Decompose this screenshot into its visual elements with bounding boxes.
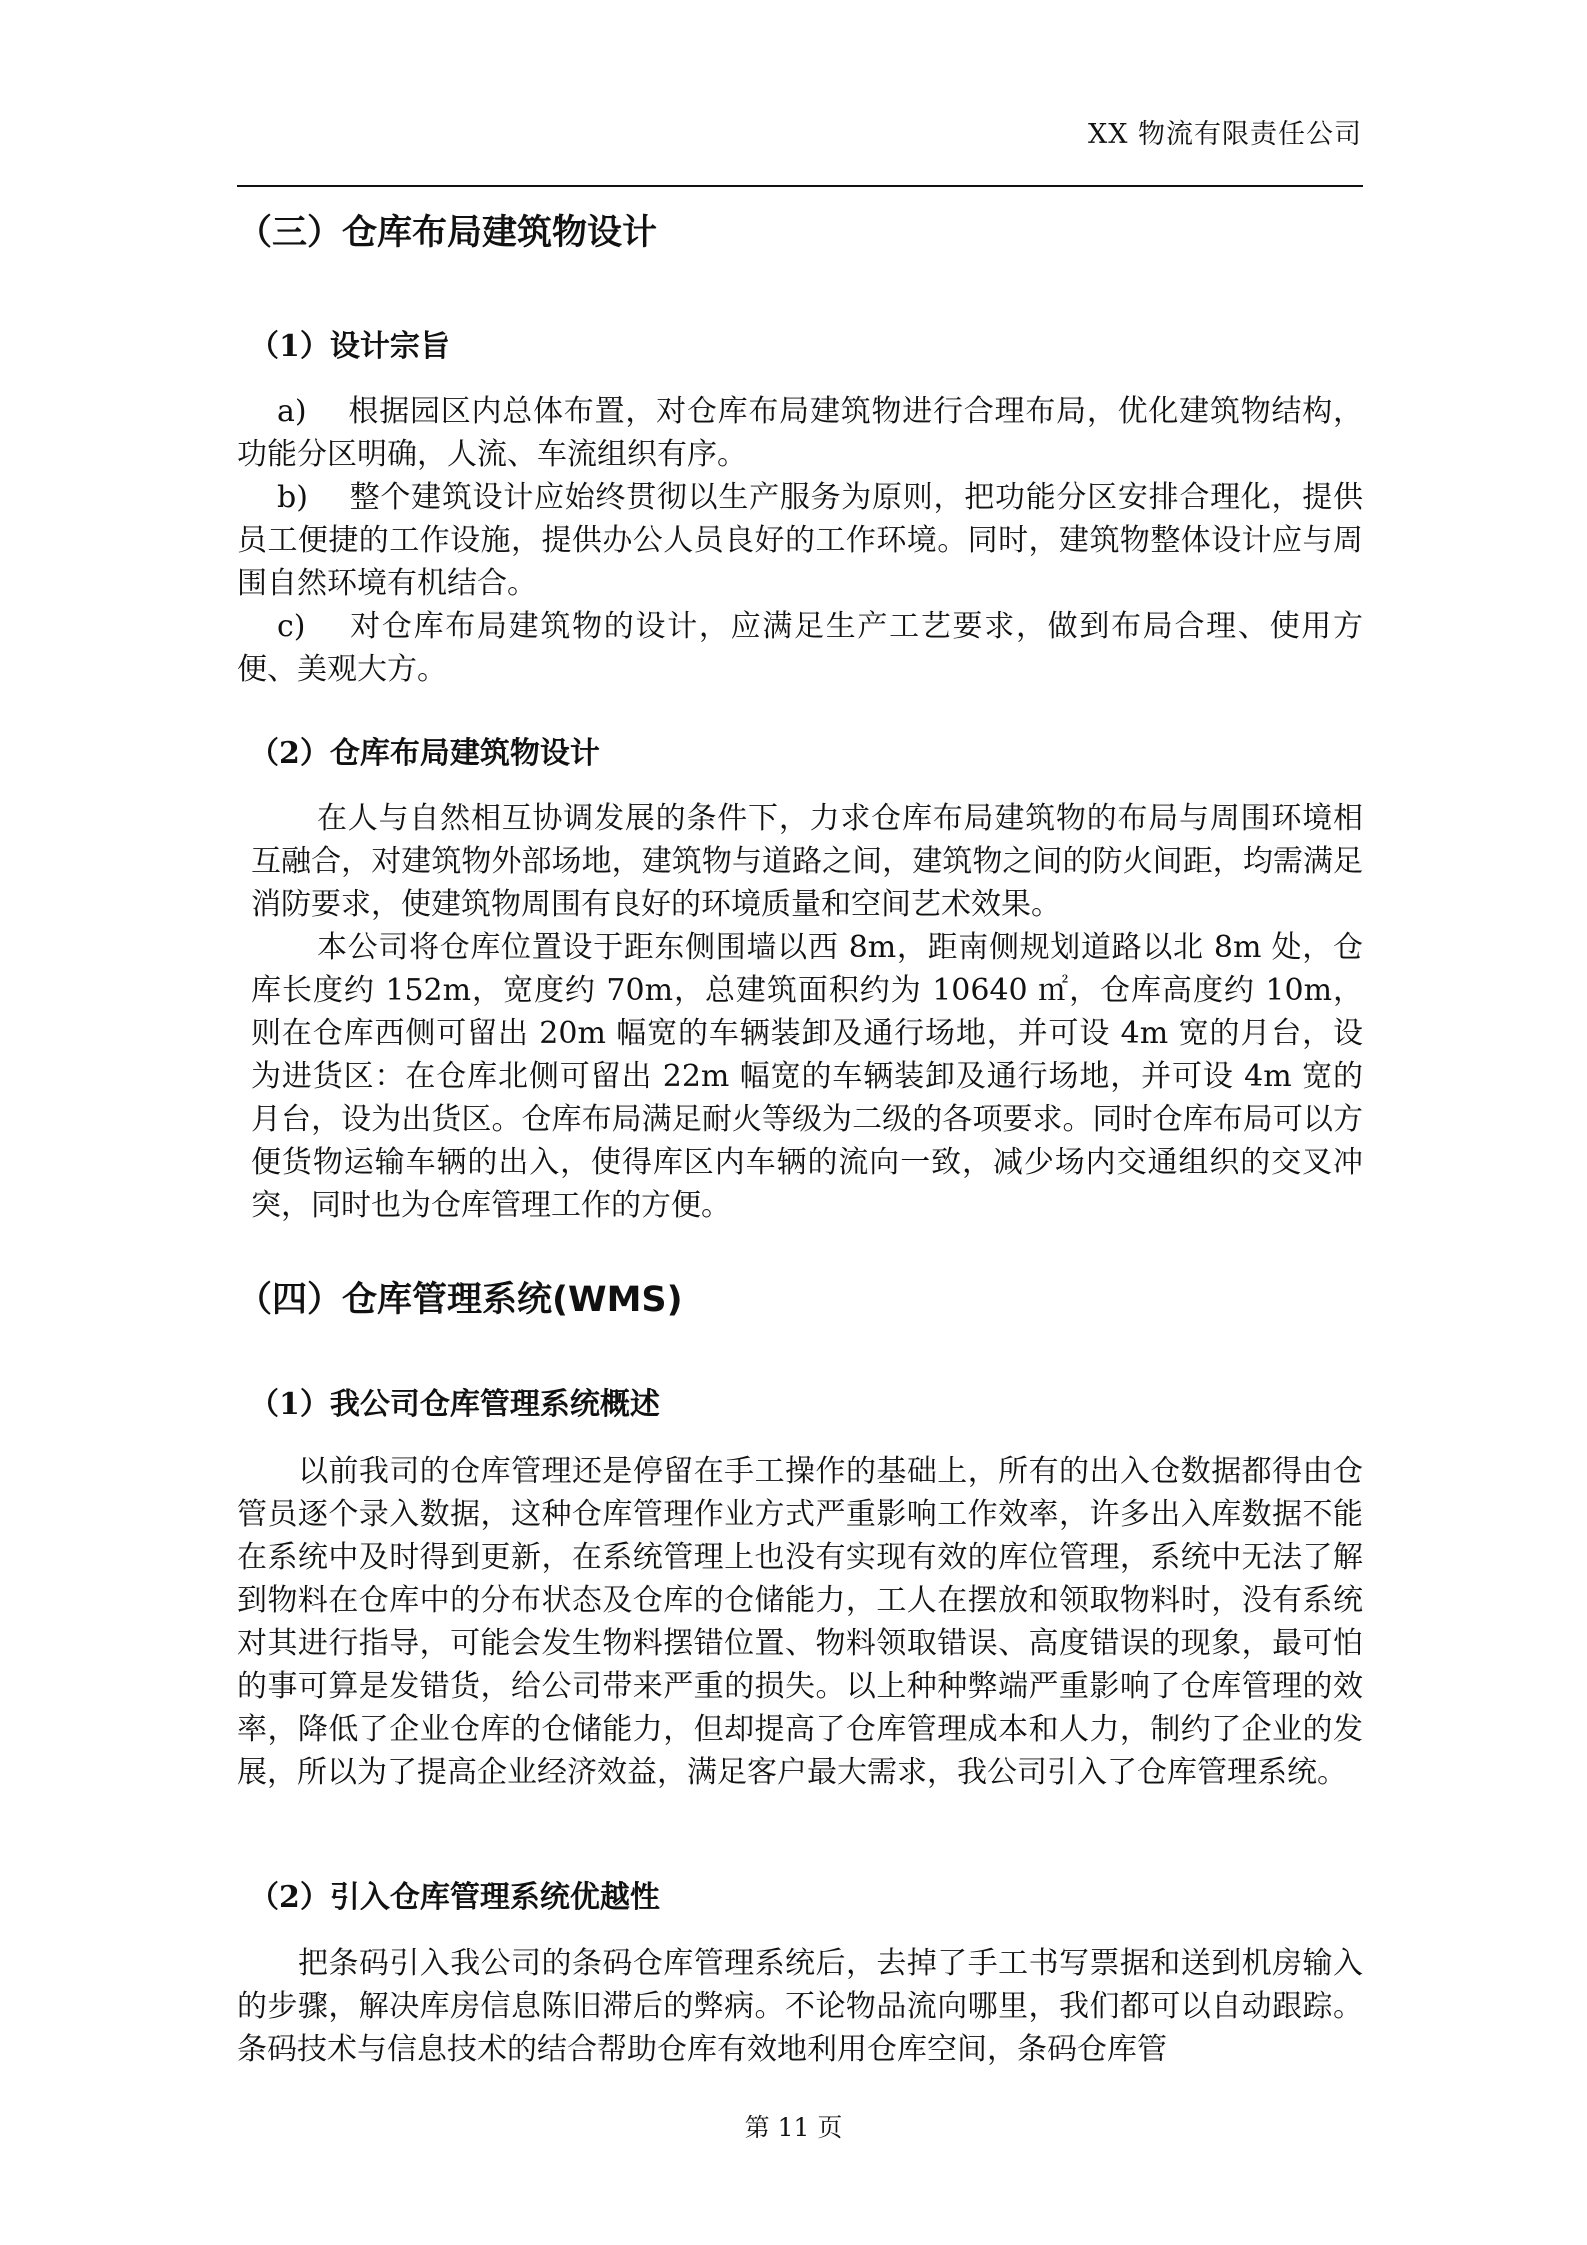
section3-block [237,205,1363,255]
layout-paragraph-1: 在人与自然相互协调发展的条件下，力求仓库布局建筑物的布局与周围环境相互融合，对建筑物外部场地，建筑物与道路之间，建筑物之间的防火间距，均需满足消防要求，使建筑物周围有良好的环境质量和空间艺术效果。 [251,801,1363,922]
header-divider [237,185,1363,187]
section4-sub2-heading: （2）引入仓库管理系统优越性 [249,1880,660,1915]
section4-sub2-heading-block [237,1872,1363,1916]
section4-sub1-heading: （1）我公司仓库管理系统概述 [249,1387,660,1422]
wms-overview-paragraph: 以前我司的仓库管理还是停留在手工操作的基础上，所有的出入仓数据都得由仓管员逐个录入数据，这种仓库管理作业方式严重影响工作效率，许多出入库数据不能在系统中及时得到更新，在系统管理上也没有实现有效的库位管理，系统中无法了解到物料在仓库中的分布状态及仓库的仓储能力，工人在摆放和领取物料时，没有系统对其进行指导，可能会发生物料摆错位置、物料领取错误、高度错误的现象，最可怕的事可算是发错货，给公司带来严重的损失。以上种种弊端严重影响了仓库管理的效率，降低了企业仓库的仓储能力，但却提高了仓库管理成本和人力，制约了企业的发展，所以为了提高企业经济效益，满足客户最大需求，我公司引入了仓库管理系统。 [237,1454,1363,1790]
section3-sub1-heading: （1）设计宗旨 [249,329,450,364]
section3-heading: （三）仓库布局建筑物设计 [237,213,658,253]
section4-sub1-heading-block [237,1379,1363,1423]
section4-sub1-body [237,1450,1363,1794]
layout-paragraph-2: 本公司将仓库位置设于距东侧围墙以西 8m，距南侧规划道路以北 8m 处，仓库长度约 152m，宽度约 70m，总建筑面积约为 10640 ㎡，仓库高度约 10m，则在仓库西侧可留出 20m 幅宽的车辆装卸及通行场地，并可设 4m 宽的月台，设为进货区：在仓库北侧可留出 22m 幅宽的车辆装卸及通行场地，并可设 4m 宽的月台，设为出货区。仓库布局满足耐火等级为二级的各项要求。同时仓库布局可以方便货物运输车辆的出入，使得库区内车辆的流向一致，减少场内交通组织的交叉冲突，同时也为仓库管理工作的方便。 [251,930,1363,1223]
design-purpose-item-a: a) 根据园区内总体布置，对仓库布局建筑物进行合理布局，优化建筑物结构，功能分区明确，人流、车流组织有序。 [237,394,1363,472]
section4-sub2-body [237,1942,1363,2071]
section3-sub1-heading-block [237,321,1363,365]
section3-sub2-body [251,797,1363,1227]
design-purpose-item-b: b) 整个建筑设计应始终贯彻以生产服务为原则，把功能分区安排合理化，提供员工便捷的工作设施，提供办公人员良好的工作环境。同时，建筑物整体设计应与周围自然环境有机结合。 [237,480,1363,601]
wms-advantage-paragraph: 把条码引入我公司的条码仓库管理系统后，去掉了手工书写票据和送到机房输入的步骤，解决库房信息陈旧滞后的弊病。不论物品流向哪里，我们都可以自动跟踪。条码技术与信息技术的结合帮助仓库有效地利用仓库空间，条码仓库管 [237,1946,1363,2067]
page-number: 第 11 页 [744,2113,843,2142]
section3-sub1-list [237,390,1363,691]
section4-heading: （四）仓库管理系统(WMS) [237,1280,683,1320]
header-company-name: XX 物流有限责任公司 [1087,119,1362,150]
section3-sub2-heading-block [237,728,1363,772]
design-purpose-item-c: c) 对仓库布局建筑物的设计，应满足生产工艺要求，做到布局合理、使用方便、美观大方。 [237,609,1363,687]
section3-sub2-heading: （2）仓库布局建筑物设计 [249,736,600,771]
section4-block [237,1272,1363,1322]
